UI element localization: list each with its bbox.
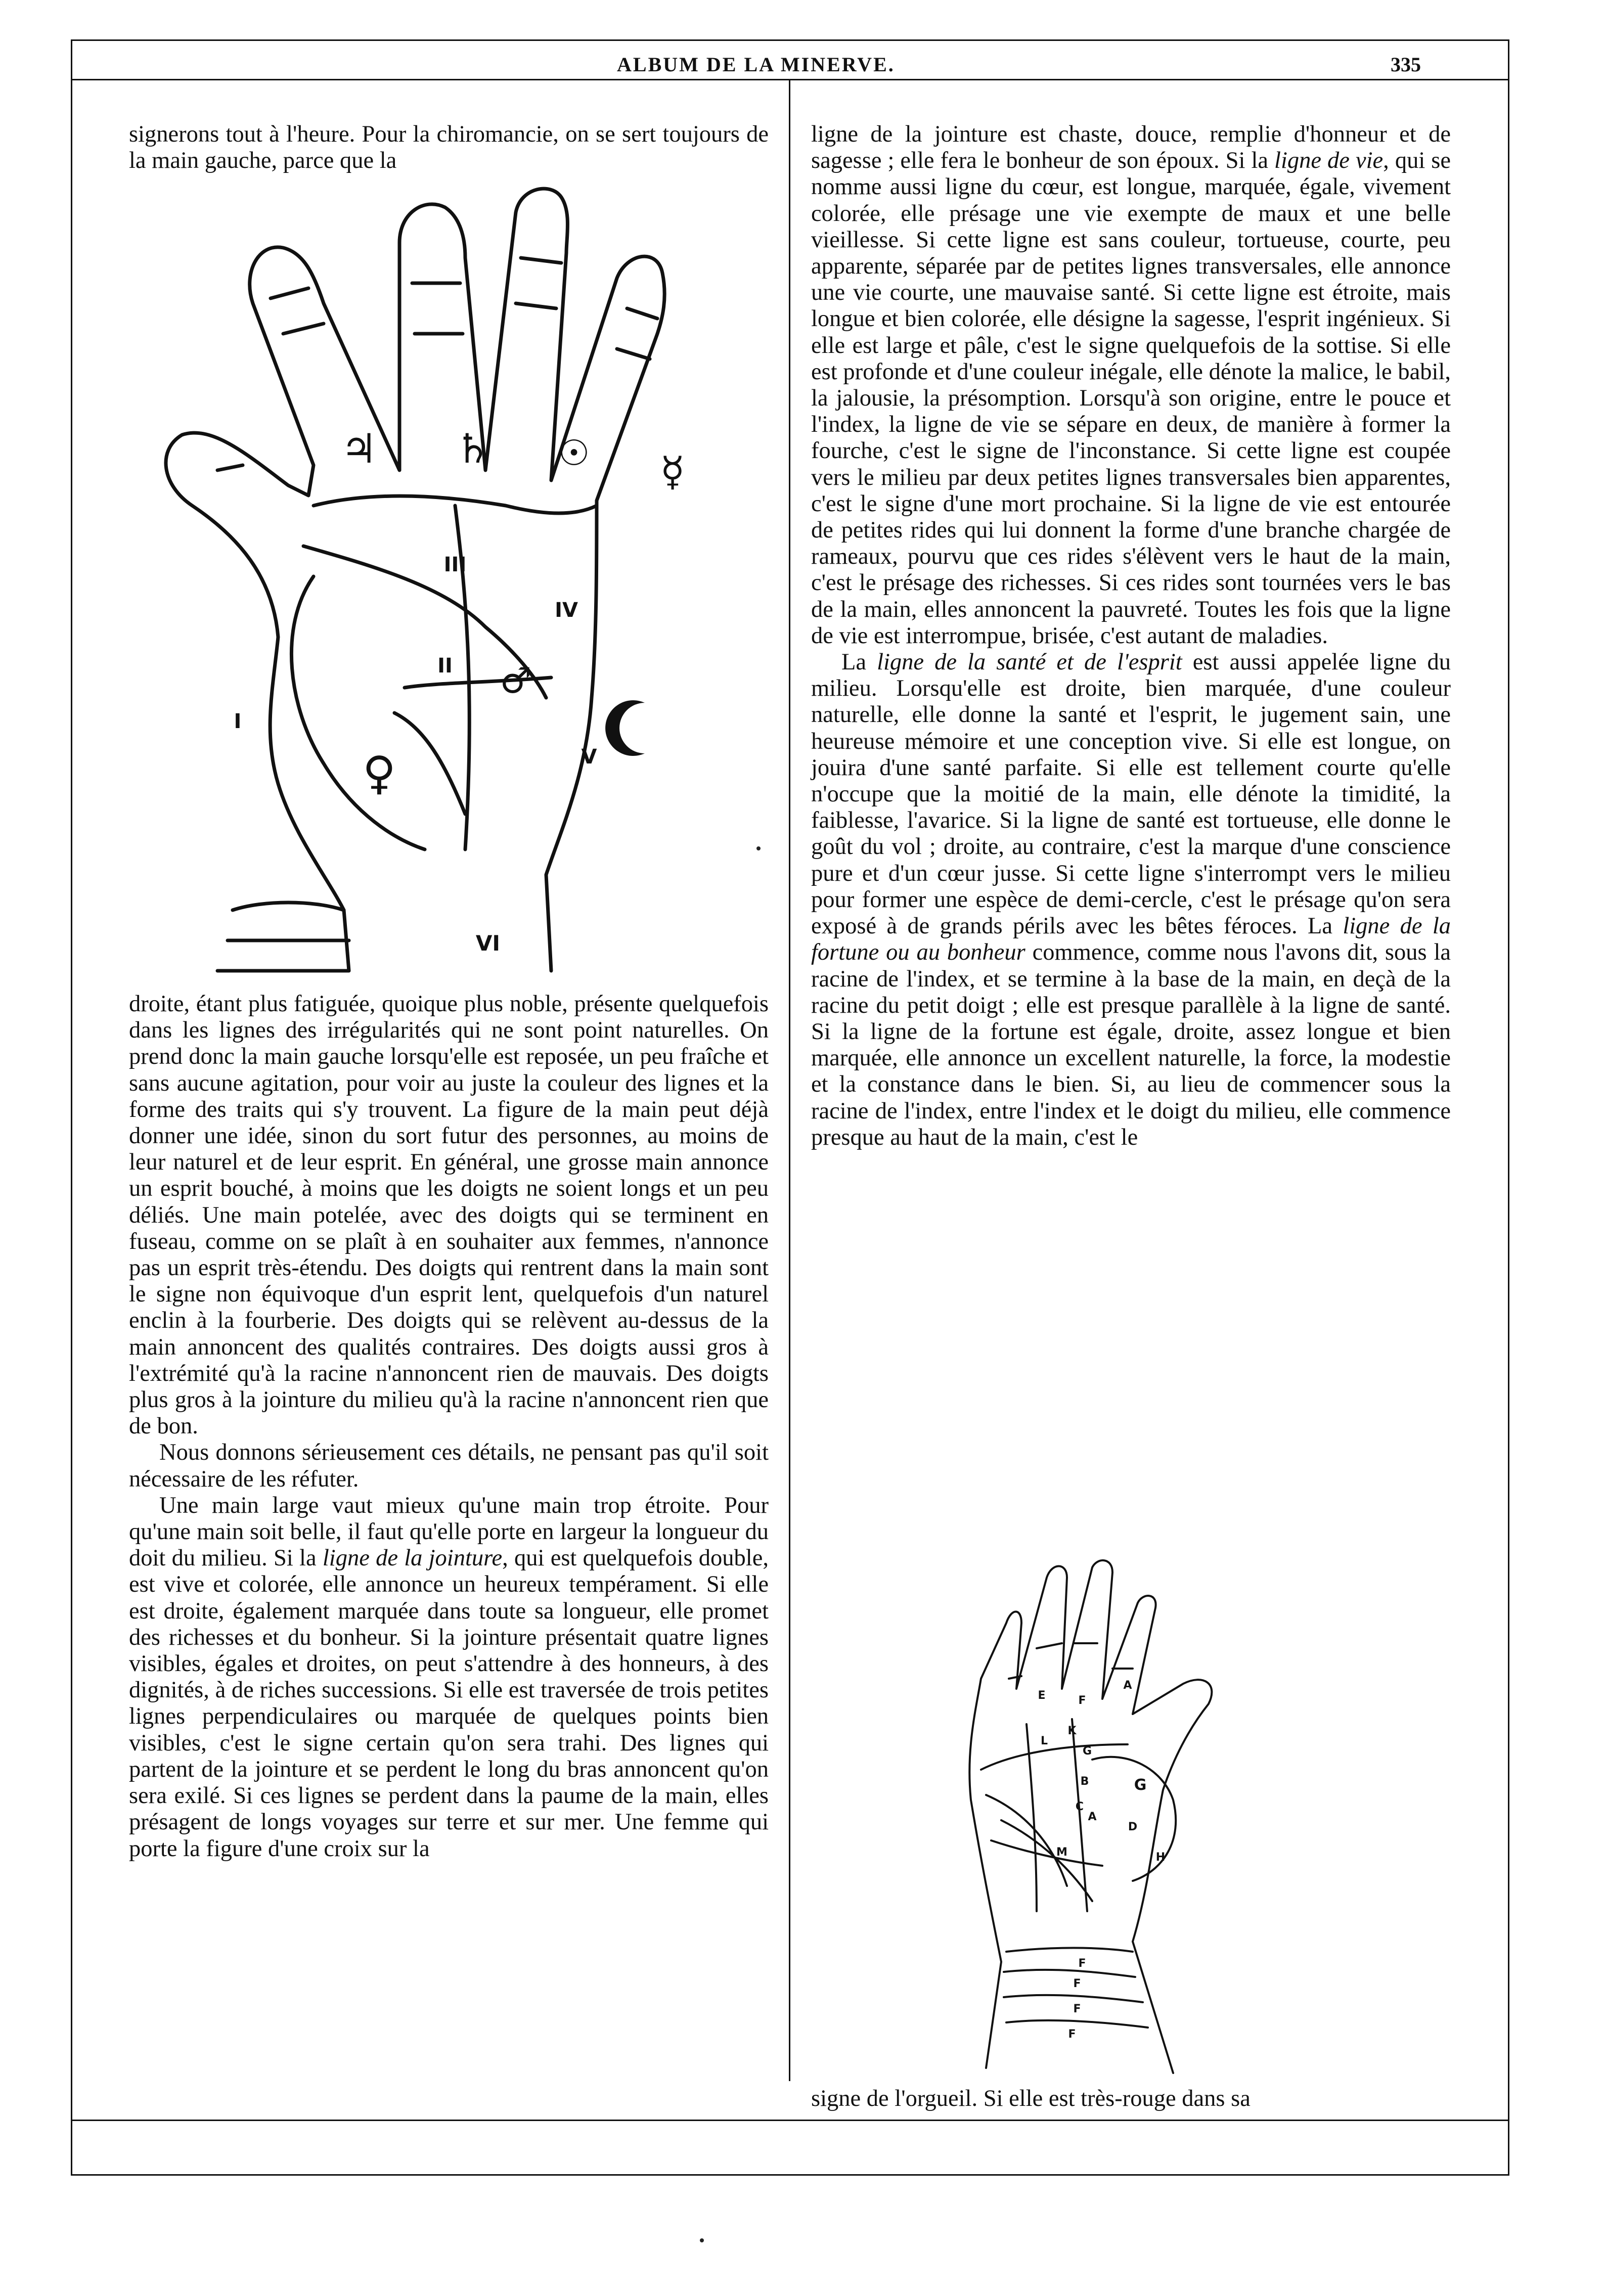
print-speck: [756, 846, 761, 850]
footer-rule: [71, 2120, 1509, 2121]
numeral-iv: IV: [555, 599, 578, 622]
mars-symbol: ♂: [500, 660, 532, 701]
palmistry-hand-figure-letters: [961, 1557, 1224, 2078]
numeral-iii: III: [443, 553, 467, 576]
letter-c: C: [1075, 1800, 1084, 1813]
palm-line-venus: [394, 713, 465, 814]
letter-g-small: G: [1082, 1745, 1092, 1758]
numeral-i: I: [234, 710, 242, 733]
text-run: , qui est quelquefois double, est vive et colorée, elle annonce un heureux tempérament. Si elle est droite, également marquée dans toute sa longueur, elle promet des richesses et du bonheur. Si la jointure présentait quatre lignes visibles, égales et droites, on peut s'attendre à des honneurs, à des dignités, à de riches successions. Si elle est traversée de trois petites lignes perpendiculaires ou marquée de quelques points bien visibles, c'est le signe certain qu'on sera trahi. Des lignes qui partent de la jointure et se perdent le long du bras annoncent qu'on sera exilé. Si ces lignes se perdent dans la paume de la main, elles présagent de longs voyages sur terre et sur mer. Une femme qui porte la figure d'une croix sur la: [129, 1545, 769, 1862]
term-ligne-de-la-jointure: ligne de la jointure: [322, 1545, 503, 1571]
finger-joint-lines: [217, 258, 657, 470]
text-run: ligne de la jointure est chaste, douce, remplie d'honneur et de sagesse ; elle fera le bonheur de son époux. Si la: [811, 121, 1451, 174]
letter-k: K: [1067, 1725, 1077, 1737]
hand-outline: [166, 189, 664, 971]
wrist-letter-f4: F: [1068, 2028, 1076, 2041]
sun-symbol: ☉: [558, 432, 590, 474]
letter-b: B: [1080, 1775, 1089, 1788]
moon-symbol: [605, 700, 645, 756]
closing-line: signe de l'orgueil. Si elle est très-rouge dans sa: [811, 2086, 1251, 2111]
saturn-symbol: ♄: [455, 425, 491, 472]
page-number: 335: [1391, 53, 1421, 76]
text-run: La: [841, 649, 877, 676]
paragraph-line-of-joint: [129, 1493, 769, 1862]
letter-a-mid: A: [1088, 1811, 1097, 1823]
print-speck: [700, 2238, 704, 2242]
term-ligne-de-la-fortune: ligne de la fortune ou au bonheur: [811, 913, 1451, 966]
letter-d: D: [1128, 1821, 1138, 1833]
letter-m: M: [1056, 1846, 1067, 1859]
opening-text: signerons tout à l'heure. Pour la chiromancie, on se sert toujours de la main gauche, parce que la: [129, 121, 769, 174]
wrist-letter-f1: F: [1078, 1957, 1086, 1970]
letter-a-top: A: [1123, 1679, 1132, 1692]
text-run: commence, comme nous l'avons dit, sous la racine de l'index, et se termine à la base de la main, en deçà de la racine du petit doigt ; elle est presque parallèle à la ligne de santé. Si la ligne de la fortune est égale, droite, assez longue et bien marquée, elle annonce un excellent naturelle, la force, la modestie et la constance dans le bien. Si, au lieu de commencer sous la racine de l'index, entre l'index et le doigt du milieu, elle commence presque au haut de la main, c'est le: [811, 939, 1451, 1150]
running-title: ALBUM DE LA MINERVE.: [617, 53, 895, 76]
letter-h: H: [1155, 1851, 1166, 1864]
letter-l: L: [1040, 1735, 1048, 1747]
text-run: est aussi appelée ligne du milieu. Lorsqu'elle est droite, bien marquée, d'une couleur naturelle, elle donne la santé et l'esprit, le jugement sain, une heureuse mémoire et une conception vive. Si elle est longue, on jouira d'une santé parfaite. Si elle est tellement courte qu'elle n'occupe que la moitié de la main, elle dénote la timidité, la faiblesse, l'avarice. Si la ligne de santé est tortueuse, elle donne le goût du vol ; droite, au contraire, c'est la marque d'une conscience pure et d'un cœur jusse. Si cette ligne s'interrompt vers le milieu pour former une espèce de demi-cercle, c'est le présage qu'on sera exposé à de grands périls avec les bêtes féroces. La: [811, 649, 1451, 939]
letter-g-large: G: [1134, 1776, 1147, 1794]
venus-symbol: ♀: [363, 747, 396, 800]
letter-e: E: [1038, 1689, 1046, 1702]
paragraph-disclaimer: Nous donnons sérieusement ces détails, ne pensant pas qu'il soit nécessaire de les réfuter.: [129, 1439, 769, 1492]
right-column-closing: [811, 2086, 1451, 2112]
hand-drawing-1: [162, 182, 759, 981]
wrist-letter-f3: F: [1073, 2003, 1081, 2015]
term-ligne-de-la-sante: ligne de la santé et de l'esprit: [877, 649, 1182, 676]
numeral-ii: II: [437, 654, 453, 678]
paragraph-hand-shape: droite, étant plus fatiguée, quoique plus noble, présente quelquefois dans les lignes des irrégularités qui ne sont point naturelles. On prend donc la main gauche lorsqu'elle est reposée, un peu fraîche et sans aucune agitation, pour voir au juste la couleur des lignes et la forme des traits qui s'y trouvent. La figure de la main peut déjà donner une idée, sinon du sort futur des personnes, au moins de leur naturel et de leur esprit. En général, une grosse main annonce un esprit bouché, à moins que les doigts ne soient longs et un peu déliés. Une main potelée, avec des doigts qui se terminent en fuseau, comme on se plaît à en souhaiter aux femmes, n'annonce pas un esprit très-étendu. Des doigts qui rentrent dans la main sont le signe non équivoque d'un esprit lent, quelquefois d'un naturel enclin à la fourberie. Des doigts qui se relèvent au-dessus de la main annoncent des qualités contraires. Des doigts aussi gros à l'extrémité qu'à la racine n'annoncent rien de mauvais. Des doigts plus gros à la jointure du milieu qu'à la racine n'annoncent rien que de bon.: [129, 991, 769, 1439]
letter-f-top: F: [1078, 1694, 1086, 1707]
palmistry-hand-figure-planets: [162, 182, 759, 981]
jupiter-symbol: ♃: [341, 425, 377, 472]
term-ligne-de-vie: ligne de vie: [1274, 148, 1384, 174]
numeral-v: V: [581, 745, 597, 769]
hand-drawing-2: [961, 1557, 1224, 2078]
column-divider: [789, 79, 790, 2081]
paragraph-line-of-health: [811, 649, 1451, 1151]
text-run: Une main large vaut mieux qu'une main trop étroite. Pour qu'une main soit belle, il faut qu'elle porte en largeur la longueur du doit du milieu. Si la: [129, 1492, 769, 1571]
text-run: , qui se nomme aussi ligne du cœur, est longue, marquée, égale, vivement colorée, elle présage une vie exempte de maux et une belle vieillesse. Si cette ligne est sans couleur, tortueuse, courte, peu apparente, séparée par de petites lignes transversales, elle annonce une vie courte, une mauvaise santé. Si cette ligne est étroite, mais longue et bien colorée, elle désigne la sagesse, l'esprit ingénieux. Si elle est large et pâle, c'est le signe quelquefois de la sottise. Si elle est profonde et d'une couleur inégale, elle dénote la malice, le babil, la jalousie, la présomption. Lorsqu'à son origine, entre le pouce et l'index, la ligne de vie se sépare en deux, de manière à former la fourche, c'est le signe de l'inconstance. Si cette ligne est coupée vers le milieu par deux petites lignes transversales bien apparentes, c'est le signe d'une mort prochaine. Si la ligne de vie est entourée de petites rides qui lui donnent la forme d'une branche chargée de rameaux, pourvu que ces rides s'élèvent vers le haut de la main, c'est le présage des richesses. Si ces rides sont tournées vers le bas de la main, elles annoncent la pauvreté. Toutes les fois que la ligne de vie est interrompue, brisée, c'est autant de maladies.: [811, 148, 1451, 649]
numeral-vi: VI: [475, 931, 501, 956]
mercury-symbol: ☿: [660, 448, 685, 495]
paragraph-line-of-life: [811, 121, 1451, 649]
wrist-letter-f2: F: [1073, 1977, 1081, 1990]
wrist-lines: [228, 903, 349, 940]
left-column-body: [129, 991, 769, 1862]
right-column-body: [811, 121, 1451, 1151]
left-column-top-text: [129, 121, 769, 174]
palm-line-of-life: [291, 576, 425, 849]
